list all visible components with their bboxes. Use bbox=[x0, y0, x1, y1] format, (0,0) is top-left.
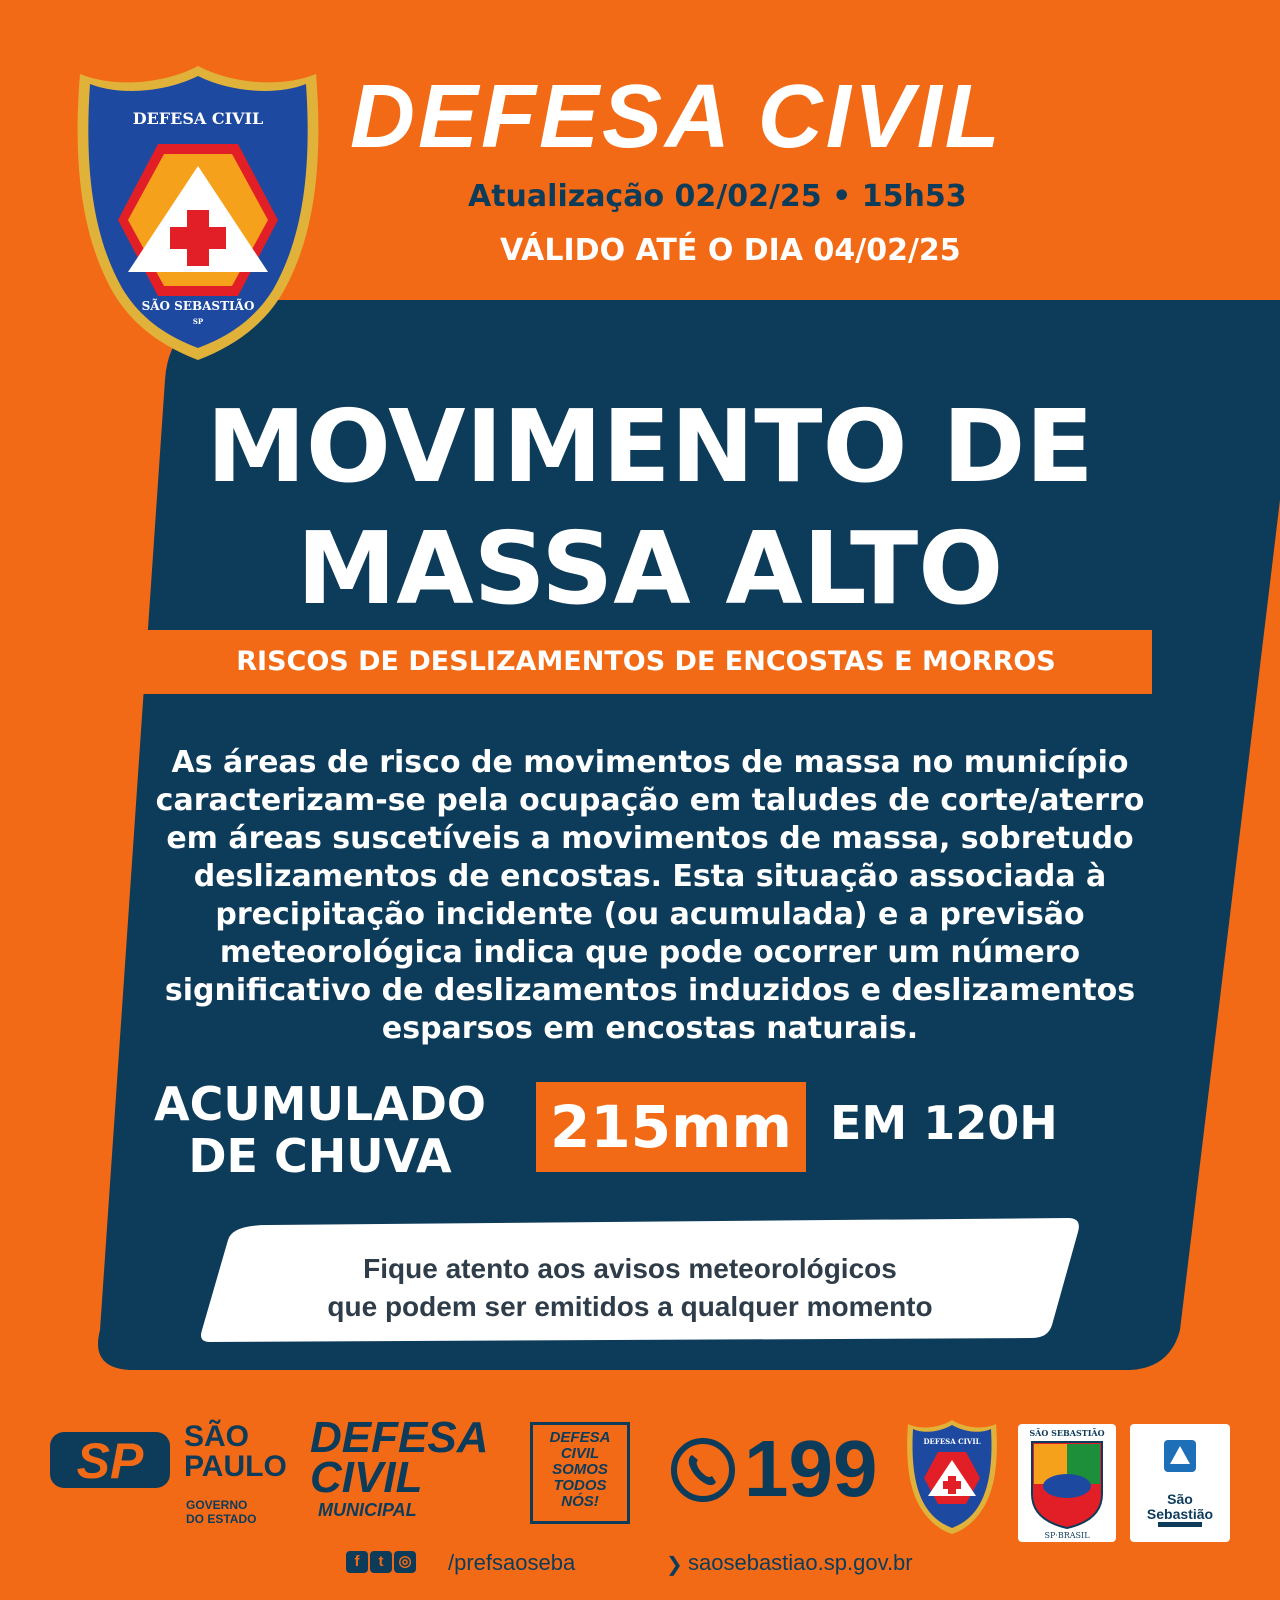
description-line: significativo de deslizamentos induzidos e deslizamentos bbox=[164, 973, 1136, 1008]
website-link[interactable]: saosebastiao.sp.gov.br bbox=[688, 1550, 913, 1575]
city-logo-line-1: São bbox=[1167, 1491, 1193, 1507]
sp-government-logo bbox=[50, 1432, 170, 1488]
description-line: precipitação incidente (ou acumulada) e a previsão bbox=[215, 897, 1085, 932]
rain-value: 215mm bbox=[550, 1093, 792, 1161]
svg-text:DEFESA CIVIL: DEFESA CIVIL bbox=[923, 1437, 981, 1446]
alert-subtitle: RISCOS DE DESLIZAMENTOS DE ENCOSTAS E MORROS bbox=[236, 646, 1056, 677]
gov-line-2: DO ESTADO bbox=[186, 1512, 257, 1526]
svg-text:DEFESA CIVIL: DEFESA CIVIL bbox=[132, 109, 264, 128]
slogan-line: CIVIL bbox=[560, 1445, 600, 1462]
defesa-civil-municipal-logo bbox=[310, 1413, 489, 1502]
rain-accumulated-label bbox=[130, 1078, 510, 1182]
dc-line-1: DEFESA bbox=[310, 1413, 489, 1462]
alert-description bbox=[110, 744, 1190, 1048]
weather-notice bbox=[240, 1250, 1020, 1326]
rain-label-line-1: ACUMULADO bbox=[153, 1077, 487, 1131]
slogan-line: DEFESA bbox=[549, 1429, 611, 1446]
alert-headline bbox=[0, 386, 1280, 630]
twitter-icon[interactable]: t bbox=[370, 1551, 392, 1573]
municipal-label: MUNICIPAL bbox=[318, 1500, 417, 1520]
sao-sebastiao-logo bbox=[1130, 1424, 1230, 1542]
sao-sebastiao-crest bbox=[1018, 1424, 1116, 1542]
crest-graphic bbox=[1018, 1424, 1116, 1542]
description-line: As áreas de risco de movimentos de massa no município bbox=[171, 745, 1129, 780]
description-line: esparsos em encostas naturais. bbox=[381, 1011, 919, 1046]
page-title: DEFESA CIVIL bbox=[350, 67, 1003, 167]
rain-period: EM 120H bbox=[830, 1096, 1058, 1150]
notice-line-2: que podem ser emitidos a qualquer momento bbox=[327, 1291, 933, 1322]
valid-until: VÁLIDO ATÉ O DIA 04/02/25 bbox=[500, 233, 961, 268]
slogan-text bbox=[533, 1430, 627, 1510]
notice-line-1: Fique atento aos avisos meteorológicos bbox=[363, 1253, 897, 1284]
slogan-line: TODOS bbox=[553, 1477, 607, 1494]
city-logo-graphic bbox=[1130, 1424, 1230, 1542]
description-line: caracterizam-se pela ocupação em taludes de corte/aterro bbox=[155, 783, 1145, 818]
slogan-line: NÓS! bbox=[561, 1493, 599, 1510]
svg-text:SÃO SEBASTIÃO: SÃO SEBASTIÃO bbox=[1029, 1428, 1105, 1438]
facebook-icon[interactable]: f bbox=[346, 1551, 368, 1573]
update-timestamp: Atualização 02/02/25 • 15h53 bbox=[468, 179, 967, 214]
sp-line-1: SÃO bbox=[184, 1420, 250, 1453]
svg-text:SÃO SEBASTIÃO: SÃO SEBASTIÃO bbox=[141, 299, 255, 313]
description-line: deslizamentos de encostas. Esta situação associada à bbox=[193, 859, 1107, 894]
description-line: meteorológica indica que pode ocorrer um número bbox=[219, 935, 1081, 970]
defesa-civil-shield-logo bbox=[72, 62, 324, 362]
description-line: em áreas suscetíveis a movimentos de massa, sobretudo bbox=[166, 821, 1134, 856]
city-logo-name bbox=[1130, 1492, 1230, 1522]
small-shield-logo bbox=[906, 1418, 998, 1536]
social-handle[interactable]: /prefsaoseba bbox=[448, 1550, 576, 1575]
slogan-line: SOMOS bbox=[552, 1461, 608, 1478]
dc-line-2: CIVIL bbox=[310, 1453, 423, 1502]
phone-icon bbox=[670, 1437, 736, 1503]
instagram-icon[interactable]: ◎ bbox=[394, 1551, 416, 1573]
svg-text:SP: SP bbox=[76, 1433, 144, 1488]
city-logo-line-2: Sebastião bbox=[1146, 1506, 1214, 1522]
headline-line-2: MASSA ALTO bbox=[296, 510, 1004, 627]
headline-line-1: MOVIMENTO DE bbox=[206, 388, 1094, 505]
rain-label-line-2: DE CHUVA bbox=[188, 1129, 452, 1183]
sp-state-name bbox=[184, 1422, 287, 1482]
social-icons bbox=[346, 1551, 418, 1575]
chevron-right-icon: ❯ bbox=[666, 1552, 683, 1576]
sp-line-2: PAULO bbox=[184, 1450, 287, 1483]
sp-government-label bbox=[186, 1498, 256, 1526]
svg-text:SP: SP bbox=[192, 317, 204, 326]
svg-text:SP·BRASIL: SP·BRASIL bbox=[1044, 1531, 1090, 1540]
gov-line-1: GOVERNO bbox=[186, 1498, 248, 1512]
emergency-phone-number: 199 bbox=[744, 1424, 878, 1513]
